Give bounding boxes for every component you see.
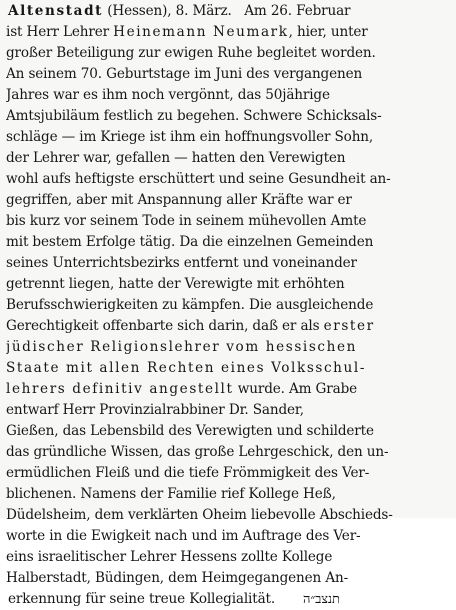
article-line-9	[6, 169, 450, 190]
article-line-19	[6, 379, 450, 400]
article-line-1	[6, 1, 450, 22]
article-text: ermüdlichen Fleiß und die tiefe Frömmigkeit des Ver-	[6, 465, 370, 481]
article-text: Düdelsheim, dem verklärten Oheim liebevolle Abschieds-	[6, 507, 393, 523]
article-text: worte in die Ewigkeit nach und im Auftrage des Ver-	[6, 528, 361, 544]
article-line-20	[6, 400, 450, 421]
article-line-3	[6, 43, 450, 64]
article-text: Am 26. Februar	[244, 3, 351, 19]
article-text: entwarf Herr Provinzialrabbiner Dr. Sander,	[6, 402, 304, 418]
article-text: Amtsjubiläum festlich zu begehen. Schwere Schicksals-	[6, 108, 382, 124]
article-line-25	[6, 505, 450, 526]
article-line-13	[6, 253, 450, 274]
article-line-21	[6, 421, 450, 442]
article-line-29	[6, 589, 450, 610]
article-line-10	[6, 190, 450, 211]
article-text: mit bestem Erfolge tätig. Da die einzelnen Gemeinden	[6, 234, 374, 250]
emphasis-text: Staate mit allen Rechten eines Volksschul-	[6, 360, 367, 376]
article-text: ist Herr Lehrer	[6, 24, 114, 40]
article-line-7	[6, 127, 450, 148]
article-text: Jahres war es ihm noch vergönnt, das 50jährige	[6, 87, 330, 103]
article-text: erkennung für seine treue Kollegialität.	[8, 591, 276, 607]
article-line-18	[6, 358, 450, 379]
article-line-2	[6, 22, 450, 43]
article-line-14	[6, 274, 450, 295]
article-line-11	[6, 211, 450, 232]
article-text: Halberstadt, Büdingen, dem Heimgegangenen An-	[6, 570, 349, 586]
article-text: , hier, unter	[288, 24, 368, 40]
hebrew-epitaph: תנצב״ה	[303, 592, 340, 607]
emphasis-text: erster	[323, 318, 375, 334]
article-line-17	[6, 337, 450, 358]
article-line-5	[6, 85, 450, 106]
article-line-26	[6, 526, 450, 547]
article-line-8	[6, 148, 450, 169]
article-text: das gründliche Wissen, das große Lehrgeschick, den un-	[6, 444, 389, 460]
article-text: Berufsschwierigkeiten zu kämpfen. Die ausgleichende	[6, 297, 374, 313]
emphasis-text: jüdischer Religionslehrer vom hessischen	[6, 339, 357, 355]
article-text: bis kurz vor seinem Tode in seinem mühevollen Amte	[6, 213, 367, 229]
article-text: schläge — im Kriege ist ihm ein hoffnungsvoller Sohn,	[6, 129, 374, 145]
article-text: eins israelitischer Lehrer Hessens zollte Kollege	[6, 549, 333, 565]
article-text: der Lehrer war, gefallen — hatten den Verewigten	[6, 150, 346, 166]
article-line-22	[6, 442, 450, 463]
emphasis-text: lehrers definitiv angestellt	[6, 381, 234, 397]
article-line-4	[6, 64, 450, 85]
article-line-28	[6, 568, 450, 589]
article-text: gegriffen, aber mit Anspannung aller Kräfte war er	[6, 192, 352, 208]
article-text: seines Unterrichtsbezirks entfernt und voneinander	[6, 255, 357, 271]
article-text: An seinem 70. Geburtstage im Juni des vergangenen	[6, 66, 363, 82]
article-line-16	[6, 316, 450, 337]
article-line-23	[6, 463, 450, 484]
article-text: großer Beteiligung zur ewigen Ruhe begleitet worden.	[6, 45, 376, 61]
article-line-15	[6, 295, 450, 316]
deceased-name: Heinemann Neumark	[113, 24, 289, 40]
article-text: wohl aufs heftigste erschüttert und seine Gesundheit an-	[6, 171, 391, 187]
dateline-place: Altenstadt	[8, 3, 104, 19]
article-text: blichenen. Namens der Familie rief Kollege Heß,	[6, 486, 336, 502]
dateline-region: (Hessen), 8. März.	[103, 3, 232, 19]
article-line-24	[6, 484, 450, 505]
article-text: wurde. Am Grabe	[233, 381, 358, 397]
article-text: getrennt liegen, hatte der Verewigte mit erhöhten	[6, 276, 345, 292]
article-text: Gießen, das Lebensbild des Verewigten und schilderte	[6, 423, 374, 439]
article-text: Gerechtigkeit offenbarte sich darin, daß er als	[6, 318, 324, 334]
article-line-12	[6, 232, 450, 253]
article-line-27	[6, 547, 450, 568]
article-line-6	[6, 106, 450, 127]
